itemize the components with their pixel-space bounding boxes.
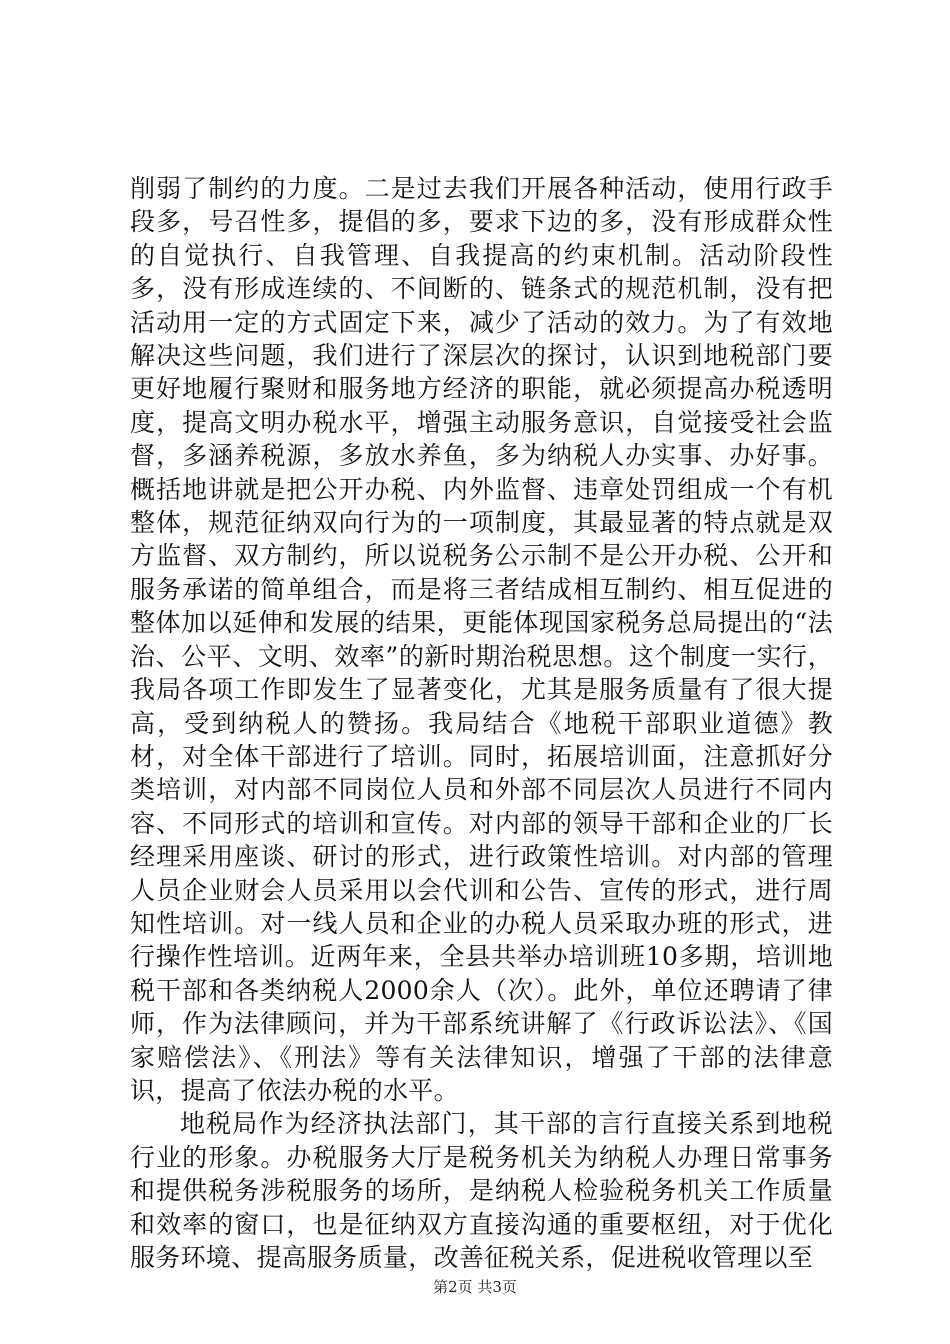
document-body	[130, 172, 833, 1274]
paragraph-1: 削弱了制约的力度。二是过去我们开展各种活动，使用行政手段多，号召性多，提倡的多，要求下边的多，没有形成群众性的自觉执行、自我管理、自我提高的约束机制。活动阶段性多，没有形成连续的、不间断的、链条式的规范机制，没有把活动用一定的方式固定下来，减少了活动的效力。为了有效地解决这些问题，我们进行了深层次的探讨，认识到地税部门要更好地履行聚财和服务地方经济的职能，就必须提高办税透明度，提高文明办税水平，增强主动服务意识，自觉接受社会监督，多涵养税源，多放水养鱼，多为纳税人办实事、办好事。概括地讲就是把公开办税、内外监督、违章处罚组成一个有机整体，规范征纳双向行为的一项制度，其最显著的特点就是双方监督、双方制约，所以说税务公示制不是公开办税、公开和服务承诺的简单组合，而是将三者结成相互制约、相互促进的整体加以延伸和发展的结果，更能体现国家税务总局提出的“法治、公平、文明、效率”的新时期治税思想。这个制度一实行，我局各项工作即发生了显著变化，尤其是服务质量有了很大提高，受到纳税人的赞扬。我局结合《地税干部职业道德》教材，对全体干部进行了培训。同时，拓展培训面，注意抓好分类培训，对内部不同岗位人员和外部不同层次人员进行不同内容、不同形式的培训和宣传。对内部的领导干部和企业的厂长经理采用座谈、研讨的形式，进行政策性培训。对内部的管理人员企业财会人员采用以会代训和公告、宣传的形式，进行周知性培训。对一线人员和企业的办税人员采取办班的形式，进行操作性培训。近两年来，全县共举办培训班10多期，培训地税干部和各类纳税人2000余人（次）。此外，单位还聘请了律师，作为法律顾问，并为干部系统讲解了《行政诉讼法》、《国家赔偿法》、《刑法》等有关法律知识，增强了干部的法律意识，提高了依法办税的水平。	[130, 174, 833, 1105]
page-footer: 第2页 共3页	[433, 1278, 517, 1296]
paragraph-2: 地税局作为经济执法部门，其干部的言行直接关系到地税行业的形象。办税服务大厅是税务机关为纳税人办理日常事务和提供税务涉税服务的场所，是纳税人检验税务机关工作质量和效率的窗口，也是征纳双方直接沟通的重要枢纽，对于优化服务环境、提高服务质量，改善征税关系，促进税收管理以至	[130, 1109, 833, 1272]
